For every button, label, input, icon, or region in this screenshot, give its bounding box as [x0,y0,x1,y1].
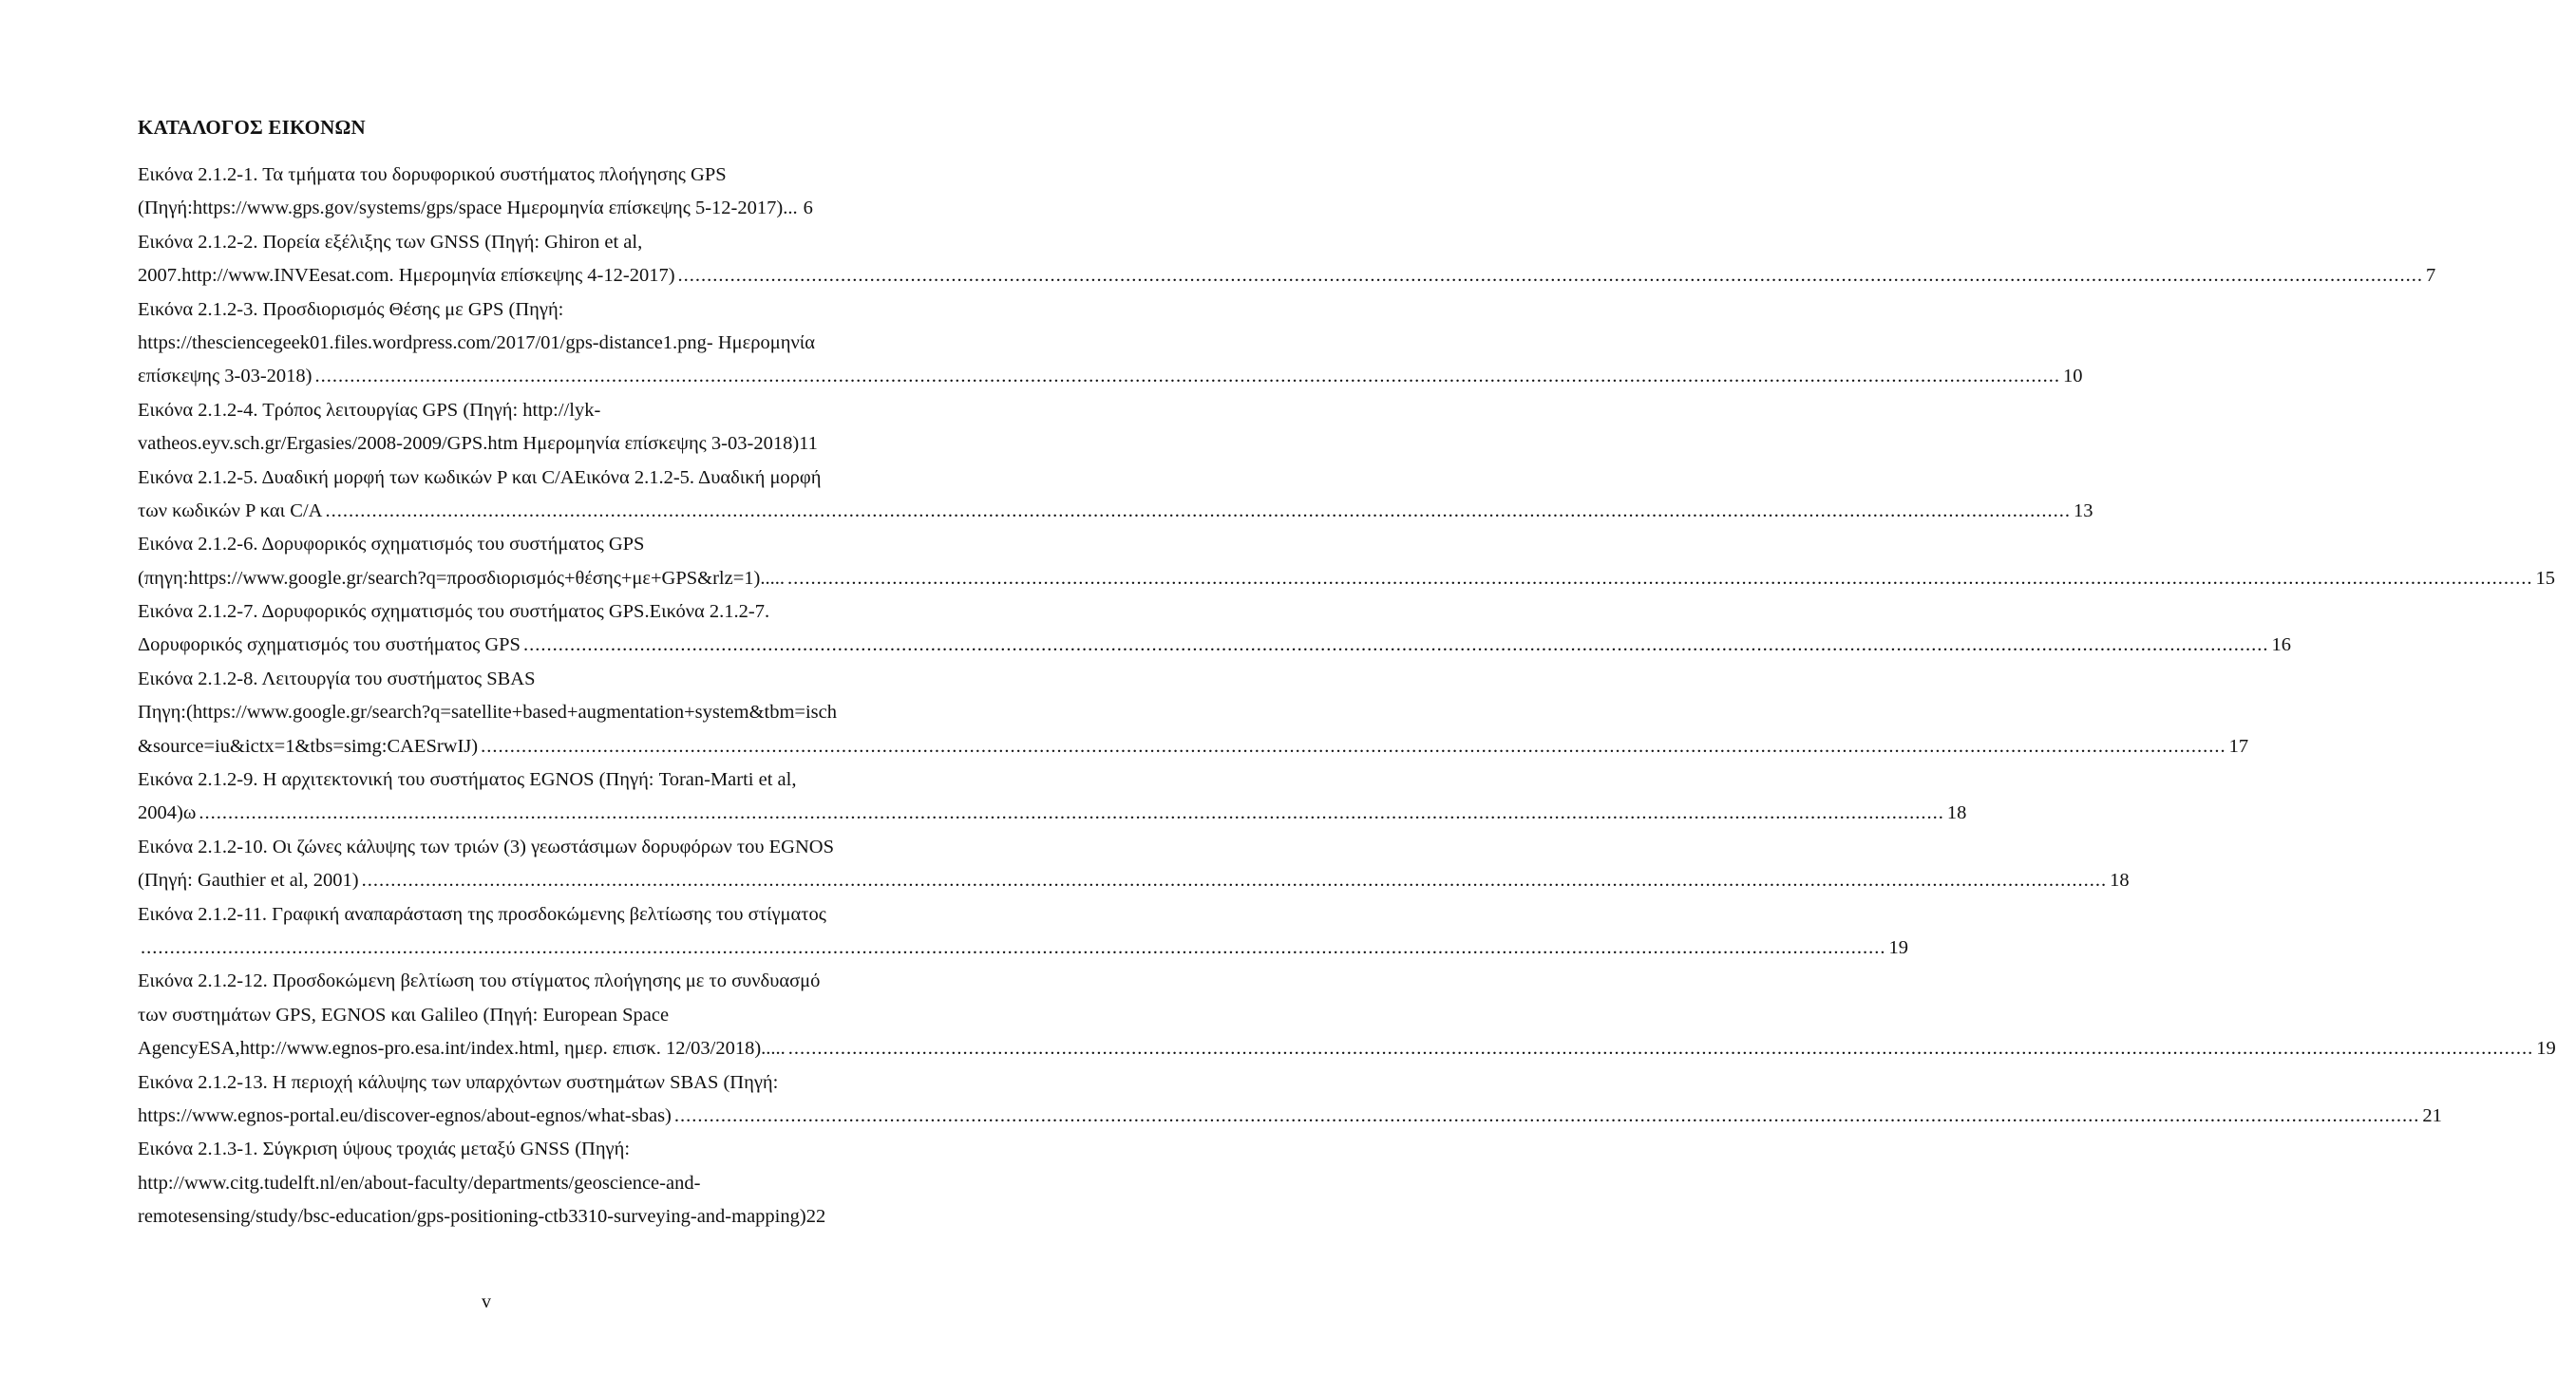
dot-leader: ............................................................................................................................................................................................................................................................................................................ [141,936,1886,958]
toc-entry-line: Εικόνα 2.1.2-1. Τα τμήματα του δορυφορικού συστήματος πλοήγησης GPS [138,164,727,185]
toc-entry-text: &source=iu&ictx=1&tbs=simg:CAESrwIJ) [138,735,479,757]
dot-leader: ............................................................................................................................................................................................................................................................................................................ [361,870,2108,892]
dot-leader: ............................................................................................................................................................................................................................................................................................................ [481,735,2226,757]
toc-entry-text: vatheos.eyv.sch.gr/Ergasies/2008-2009/GPS.htm Ημερομηνία επίσκεψης 3-03-2018)11 [138,433,818,455]
toc-entry-line [138,1200,841,1234]
dot-leader: ............................................................................................................................................................................................................................................................................................................ [677,265,2424,287]
toc-entry-line [138,259,2436,292]
toc-entry-line: Εικόνα 2.1.2-9. Η αρχιτεκτονική του συστήματος EGNOS (Πηγή: Toran-Marti et al, [138,769,797,791]
toc-entry[interactable] [138,663,2249,763]
dot-leader: ............................................................................................................................................................................................................................................................................................................ [787,1038,2534,1060]
toc-entry[interactable] [138,831,2130,898]
toc-entry[interactable] [138,965,2556,1065]
toc-entry-line [138,495,2093,528]
toc-entry-page: 19 [2536,1038,2556,1060]
toc-entry[interactable] [138,226,2436,293]
toc-entry[interactable] [138,1066,2442,1134]
list-of-figures [138,159,2556,1234]
dot-leader: ............................................................................................................................................................................................................................................................................................................ [314,366,2060,387]
toc-entry-line: Εικόνα 2.1.3-1. Σύγκριση ύψους τροχιάς μεταξύ GNSS (Πηγή: [138,1139,631,1160]
toc-entry[interactable] [138,528,2555,595]
toc-entry-line [138,192,841,225]
toc-entry-line: Εικόνα 2.1.2-8. Λειτουργία του συστήματος SBAS [138,668,536,689]
toc-entry-text: (Πηγή:https://www.gps.gov/systems/gps/space Ημερομηνία επίσκεψης 5-12-2017)... [138,198,798,219]
toc-entry-text: 2004)ω [138,802,197,824]
toc-entry-line: Εικόνα 2.1.2-4. Τρόπος λειτουργίας GPS (Πηγή: http://lyk- [138,399,601,421]
toc-entry-line [138,562,2555,595]
toc-entry[interactable] [138,159,841,226]
toc-entry-line: Εικόνα 2.1.2-2. Πορεία εξέλιξης των GNSS (Πηγή: Ghiron et al, [138,231,643,253]
toc-entry-text: (Πηγή: Gauthier et al, 2001) [138,870,359,892]
toc-entry-line: http://www.citg.tudelft.nl/en/about-faculty/departments/geoscience-and- [138,1172,701,1194]
dot-leader: ............................................................................................................................................................................................................................................................................................................ [673,1104,2420,1126]
toc-entry-text: των κωδικών P και C/A [138,499,323,521]
toc-entry-line: Εικόνα 2.1.2-6. Δορυφορικός σχηματισμός του συστήματος GPS [138,534,645,556]
toc-entry-page: 13 [2073,499,2093,521]
toc-entry[interactable] [138,898,1908,966]
toc-entry-line: Εικόνα 2.1.2-3. Προσδιορισμός Θέσης με GPS (Πηγή: [138,298,564,320]
toc-entry-text: (πηγη:https://www.google.gr/search?q=προσδιορισμός+θέσης+με+GPS&rlz=1)..... [138,567,785,589]
page-title: ΚΑΤΑΛΟΓΟΣ ΕΙΚΟΝΩΝ [138,116,366,139]
toc-entry-line [138,629,2291,662]
toc-entry-line [138,932,1908,965]
toc-entry-text: AgencyESA,http://www.egnos-pro.esa.int/index.html, ημερ. επισκ. 12/03/2018)..... [138,1038,786,1060]
toc-entry-line: Πηγη:(https://www.google.gr/search?q=satellite+based+augmentation+system&tbm=isch [138,702,837,724]
toc-entry-text: επίσκεψης 3-03-2018) [138,366,313,387]
page-number: v [482,1291,491,1312]
toc-entry-line: Εικόνα 2.1.2-5. Δυαδική μορφή των κωδικών P και C/AΕικόνα 2.1.2-5. Δυαδική μορφή [138,466,822,488]
toc-entry-text: Δορυφορικός σχηματισμός του συστήματος GPS [138,634,521,656]
toc-entry-text: https://www.egnos-portal.eu/discover-egnos/about-egnos/what-sbas) [138,1104,672,1126]
toc-entry[interactable] [138,763,1967,831]
toc-entry-line: Εικόνα 2.1.2-11. Γραφική αναπαράσταση της προσδοκώμενης βελτίωσης του στίγματος [138,903,826,925]
toc-entry-page: 10 [2063,366,2083,387]
toc-entry-line: των συστημάτων GPS, EGNOS και Galileo (Πηγή: European Space [138,1004,670,1026]
toc-entry-line: Εικόνα 2.1.2-10. Οι ζώνες κάλυψης των τριών (3) γεωστάσιμων δορυφόρων του EGNOS [138,836,834,857]
toc-entry-line [138,1032,2556,1065]
toc-entry-line [138,360,2083,393]
toc-entry-line [138,864,2130,897]
toc-entry-line: Εικόνα 2.1.2-12. Προσδοκώμενη βελτίωση του στίγματος πλοήγησης με το συνδυασμό [138,970,821,992]
dot-leader: ............................................................................................................................................................................................................................................................................................................ [522,634,2269,656]
toc-entry-line: Εικόνα 2.1.2-7. Δορυφορικός σχηματισμός του συστήματος GPS.Εικόνα 2.1.2-7. [138,601,770,623]
toc-entry[interactable] [138,461,2093,529]
toc-entry-text: 2007.http://www.INVEesat.com. Ημερομηνία επίσκεψης 4-12-2017) [138,265,675,287]
toc-entry-page: 6 [803,198,813,219]
toc-entry-page: 15 [2535,567,2555,589]
toc-entry-text: remotesensing/study/bsc-education/gps-positioning-ctb3310-surveying-and-mapping)22 [138,1206,826,1228]
toc-entry-line [138,730,2249,763]
toc-entry-line [138,1100,2442,1133]
toc-entry[interactable] [138,1133,841,1234]
toc-entry-page: 18 [1946,802,1967,824]
toc-entry-line [138,427,841,461]
toc-entry-page: 18 [2110,870,2130,892]
toc-entry[interactable] [138,595,2291,663]
toc-entry-page: 19 [1888,936,1908,958]
toc-entry[interactable] [138,293,2083,394]
toc-entry-page: 21 [2422,1104,2442,1126]
toc-entry-line: https://thesciencegeek01.files.wordpress.com/2017/01/gps-distance1.png- Ημερομηνία [138,331,815,353]
dot-leader: ............................................................................................................................................................................................................................................................................................................ [325,499,2071,521]
toc-entry-line: Εικόνα 2.1.2-13. Η περιοχή κάλυψης των υπαρχόντων συστημάτων SBAS (Πηγή: [138,1071,779,1093]
toc-entry-page: 17 [2228,735,2249,757]
toc-entry[interactable] [138,394,841,461]
toc-entry-page: 16 [2271,634,2291,656]
dot-leader: ............................................................................................................................................................................................................................................................................................................ [786,567,2533,589]
toc-entry-line [138,797,1967,830]
toc-entry-page: 7 [2426,265,2436,287]
dot-leader: ............................................................................................................................................................................................................................................................................................................ [199,802,1944,824]
